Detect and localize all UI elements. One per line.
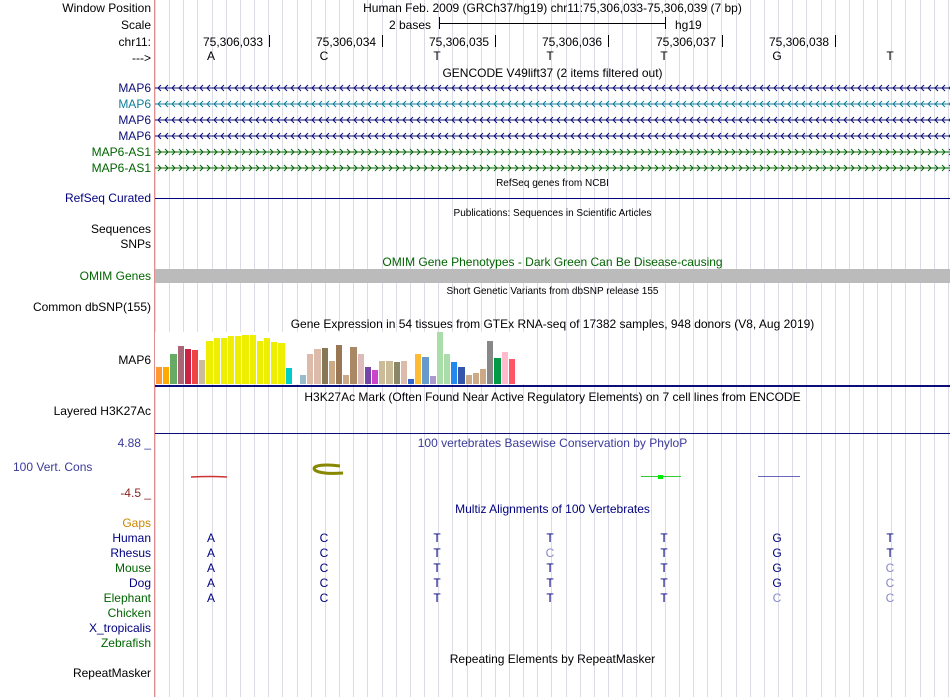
repeatmasker-label[interactable]: RepeatMasker: [72, 666, 151, 680]
ruler-tick: [835, 35, 836, 47]
alignment-base: T: [433, 531, 441, 545]
alignment-base: T: [886, 531, 894, 545]
gtex-tissue-bar[interactable]: [286, 368, 292, 384]
species-label[interactable]: Dog: [128, 576, 151, 590]
gaps-label[interactable]: Gaps: [122, 516, 151, 530]
gtex-tissue-bar[interactable]: [386, 361, 392, 384]
gencode-item-label[interactable]: MAP6: [118, 113, 151, 127]
ruler-position: 75,306,033: [203, 35, 264, 49]
omim-genes-label[interactable]: OMIM Genes: [79, 269, 151, 283]
gtex-tissue-bar[interactable]: [379, 361, 385, 384]
ruler-position: 75,306,037: [656, 35, 717, 49]
assembly-title: Human Feb. 2009 (GRCh37/hg19) chr11:75,306,033-75,306,039 (7 bp): [363, 1, 742, 15]
alignment-base: C: [885, 591, 895, 605]
gtex-tissue-bar[interactable]: [228, 336, 234, 384]
species-label[interactable]: Rhesus: [110, 546, 151, 560]
phylop-plot[interactable]: [155, 458, 950, 498]
gencode-item-label[interactable]: MAP6: [118, 129, 151, 143]
gtex-tissue-bar[interactable]: [415, 354, 421, 384]
alignment-base: C: [885, 576, 895, 590]
alignment-base: C: [319, 561, 329, 575]
gtex-tissue-bar[interactable]: [156, 367, 162, 384]
alignment-base: T: [546, 531, 554, 545]
alignment-base: T: [433, 561, 441, 575]
ruler-tick: [269, 35, 270, 47]
gtex-tissue-bar[interactable]: [307, 354, 313, 384]
gtex-tissue-bar[interactable]: [466, 375, 472, 384]
alignment-base: A: [206, 531, 215, 545]
alignment-base: C: [885, 561, 895, 575]
scale-db: hg19: [675, 18, 702, 32]
snps-label[interactable]: SNPs: [120, 237, 151, 251]
gtex-tissue-bar[interactable]: [343, 375, 349, 384]
gtex-tissue-bar[interactable]: [235, 336, 241, 384]
ruler-base: T: [886, 49, 894, 63]
gencode-transcript[interactable]: [155, 83, 950, 93]
gtex-tissue-bar[interactable]: [401, 361, 407, 384]
gtex-tissue-bar[interactable]: [221, 338, 227, 384]
ruler-position: 75,306,036: [542, 35, 603, 49]
species-label[interactable]: Elephant: [103, 591, 151, 605]
phylop-title: 100 vertebrates Basewise Conservation by PhyloP: [417, 436, 688, 450]
alignment-base: A: [206, 591, 215, 605]
chr-label[interactable]: chr11:: [118, 35, 151, 49]
ruler-tick: [382, 35, 383, 47]
pubs-title: Publications: Sequences in Scientific Articles: [453, 208, 652, 219]
alignment-base: T: [660, 531, 668, 545]
alignment-base: G: [772, 576, 782, 590]
alignment-base: T: [660, 576, 668, 590]
gtex-tissue-bar[interactable]: [372, 370, 378, 384]
alignment-base: C: [319, 576, 329, 590]
window-position-label[interactable]: Window Position: [62, 1, 151, 15]
species-label[interactable]: X_tropicalis: [88, 621, 151, 635]
ruler-base: T: [660, 49, 668, 63]
species-label[interactable]: Zebrafish: [100, 636, 151, 650]
gtex-tissue-bar[interactable]: [365, 367, 371, 384]
gtex-tissue-bar[interactable]: [192, 350, 198, 384]
ruler-base: T: [433, 49, 441, 63]
ruler-base: G: [772, 49, 782, 63]
scale-bar-left-tick: [439, 17, 440, 29]
ruler-base: A: [206, 49, 215, 63]
gtex-tissue-bar[interactable]: [178, 346, 184, 384]
gtex-tissue-bar[interactable]: [336, 345, 342, 384]
common-dbsnp-label[interactable]: Common dbSNP(155): [32, 300, 151, 314]
alignment-base: C: [772, 591, 782, 605]
alignment-base: G: [772, 531, 782, 545]
gtex-tissue-bar[interactable]: [444, 354, 450, 384]
h3k27ac-label[interactable]: Layered H3K27Ac: [53, 404, 151, 418]
multiz-title: Multiz Alignments of 100 Vertebrates: [455, 502, 650, 516]
gtex-tissue-bar[interactable]: [163, 367, 169, 384]
omim-bar[interactable]: [155, 269, 950, 283]
dbsnp-title: Short Genetic Variants from dbSNP release 155: [446, 286, 659, 297]
alignment-base: T: [546, 576, 554, 590]
gtex-title: Gene Expression in 54 tissues from GTEx RNA-seq of 17382 samples, 948 donors (V8, Aug 2019): [290, 317, 815, 331]
gencode-item-label[interactable]: MAP6-AS1: [91, 145, 151, 159]
ruler-base: T: [546, 49, 554, 63]
gtex-tissue-bar[interactable]: [214, 338, 220, 384]
gencode-transcript[interactable]: [155, 115, 950, 125]
phylop-mark-2: [314, 465, 343, 473]
gtex-tissue-bar[interactable]: [206, 341, 212, 384]
refseq-line[interactable]: [155, 198, 950, 199]
phylop-max-label: 4.88 _: [117, 436, 151, 450]
ruler-tick: [722, 35, 723, 47]
alignment-base: G: [772, 561, 782, 575]
gtex-tissue-bar[interactable]: [278, 343, 284, 384]
gtex-tissue-bar[interactable]: [502, 352, 508, 384]
gtex-tissue-bar[interactable]: [509, 359, 515, 384]
gtex-tissue-bar[interactable]: [300, 375, 306, 384]
omim-title: OMIM Gene Phenotypes - Dark Green Can Be Disease-causing: [382, 255, 723, 269]
ruler-tick: [495, 35, 496, 47]
gtex-baseline: [155, 385, 950, 387]
phylop-mark-4: [658, 475, 663, 479]
gencode-transcript[interactable]: [155, 147, 950, 157]
species-label[interactable]: Mouse: [114, 561, 151, 575]
alignment-base: A: [206, 546, 215, 560]
gtex-gene-label[interactable]: MAP6: [118, 353, 151, 367]
gencode-item-label[interactable]: MAP6: [118, 97, 151, 111]
gencode-transcript[interactable]: [155, 163, 950, 173]
alignment-base: T: [546, 591, 554, 605]
alignment-base: T: [660, 561, 668, 575]
gencode-transcript[interactable]: [155, 99, 950, 109]
alignment-base: A: [206, 576, 215, 590]
gtex-tissue-bar[interactable]: [430, 376, 436, 384]
gtex-tissue-bar[interactable]: [494, 358, 500, 384]
gtex-tissue-bar[interactable]: [264, 338, 270, 384]
alignment-base: T: [433, 576, 441, 590]
alignment-base: C: [319, 531, 329, 545]
refseq-curated-label[interactable]: RefSeq Curated: [64, 191, 151, 205]
gencode-transcript[interactable]: [155, 131, 950, 141]
gtex-tissue-bar[interactable]: [250, 335, 256, 384]
repeatmasker-title: Repeating Elements by RepeatMasker: [449, 652, 656, 666]
species-label[interactable]: Chicken: [107, 606, 151, 620]
strand-label[interactable]: --->: [132, 51, 151, 65]
alignment-base: A: [206, 561, 215, 575]
gtex-tissue-bar[interactable]: [322, 348, 328, 384]
phylop-track-label[interactable]: 100 Vert. Cons: [13, 460, 93, 474]
phylop-mark-1: [191, 477, 227, 478]
species-label[interactable]: Human: [112, 531, 151, 545]
h3k27-title: H3K27Ac Mark (Often Found Near Active Regulatory Elements) on 7 cell lines from ENCODE: [304, 390, 801, 404]
ruler-position: 75,306,038: [769, 35, 830, 49]
gtex-tissue-bar[interactable]: [487, 341, 493, 384]
scale-bar: [439, 23, 665, 24]
gtex-tissue-bar[interactable]: [394, 362, 400, 384]
gtex-tissue-bar[interactable]: [314, 349, 320, 384]
gtex-tissue-bar[interactable]: [170, 354, 176, 384]
gtex-tissue-bar[interactable]: [422, 357, 428, 384]
gtex-tissue-bar[interactable]: [242, 335, 248, 384]
alignment-base: C: [319, 591, 329, 605]
gtex-tissue-bar[interactable]: [271, 342, 277, 384]
gtex-tissue-bar[interactable]: [329, 361, 335, 384]
ruler-tick: [608, 35, 609, 47]
gtex-tissue-bar[interactable]: [408, 379, 414, 384]
alignment-base: C: [319, 546, 329, 560]
gencode-title: GENCODE V49lift37 (2 items filtered out): [442, 66, 663, 80]
gtex-tissue-bar[interactable]: [350, 347, 356, 384]
h3k27-baseline: [155, 433, 950, 434]
ruler-position: 75,306,035: [429, 35, 490, 49]
alignment-base: C: [545, 546, 555, 560]
gencode-item-label[interactable]: MAP6: [118, 81, 151, 95]
track-area[interactable]: [155, 0, 950, 697]
gtex-tissue-bar[interactable]: [199, 360, 205, 384]
scale-bar-right-tick: [665, 17, 666, 29]
scale-text: 2 bases: [389, 18, 432, 32]
sequences-label[interactable]: Sequences: [90, 222, 151, 236]
gtex-tissue-bar[interactable]: [257, 341, 263, 384]
alignment-base: T: [546, 561, 554, 575]
track-label-column: [0, 0, 153, 697]
alignment-base: T: [886, 546, 894, 560]
gtex-tissue-bar[interactable]: [480, 369, 486, 384]
ruler-base: C: [319, 49, 329, 63]
gtex-tissue-bar[interactable]: [458, 367, 464, 384]
phylop-min-label: -4.5 _: [120, 486, 151, 500]
refseq-title: RefSeq genes from NCBI: [496, 178, 609, 189]
alignment-base: T: [433, 591, 441, 605]
scale-label[interactable]: Scale: [120, 18, 151, 32]
gtex-bar-chart[interactable]: [155, 332, 535, 384]
alignment-base: T: [433, 546, 441, 560]
alignment-base: T: [660, 591, 668, 605]
gtex-tissue-bar[interactable]: [451, 362, 457, 384]
gtex-tissue-bar[interactable]: [185, 349, 191, 384]
gtex-tissue-bar[interactable]: [437, 332, 443, 384]
gtex-tissue-bar[interactable]: [473, 373, 479, 384]
alignment-base: T: [660, 546, 668, 560]
ruler-position: 75,306,034: [316, 35, 377, 49]
phylop-mark-5: [758, 476, 800, 477]
gencode-item-label[interactable]: MAP6-AS1: [91, 161, 151, 175]
alignment-base: G: [772, 546, 782, 560]
gtex-tissue-bar[interactable]: [358, 354, 364, 384]
